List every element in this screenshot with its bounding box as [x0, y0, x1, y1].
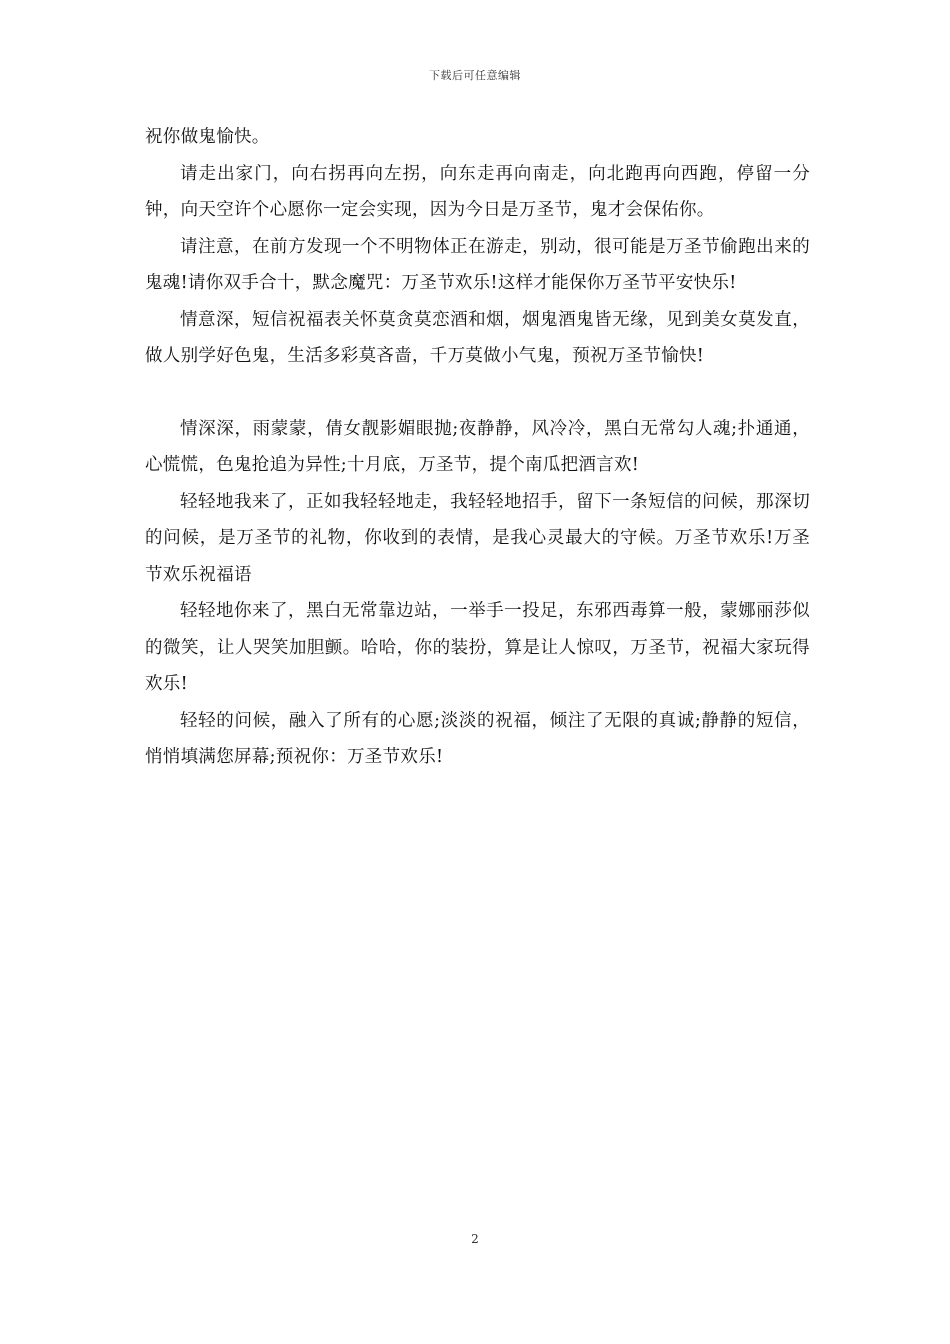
paragraph-2: 请走出家门，向右拐再向左拐，向东走再向南走，向北跑再向西跑，停留一分钟，向天空许个心愿你一定会实现，因为今日是万圣节，鬼才会保佑你。 [145, 163, 810, 220]
document-body [145, 119, 810, 776]
paragraph-5: 情深深，雨蒙蒙，倩女靓影媚眼抛;夜静静，风冷冷，黑白无常勾人魂;扑通通，心慌慌，色鬼抢追为异性;十月底，万圣节，提个南瓜把酒言欢! [145, 418, 810, 475]
paragraph-4: 情意深，短信祝福表关怀莫贪莫恋酒和烟，烟鬼酒鬼皆无缘，见到美女莫发直，做人别学好色鬼，生活多彩莫吝啬，千万莫做小气鬼，预祝万圣节愉快! [145, 309, 810, 366]
paragraph-7: 轻轻地你来了，黑白无常靠边站，一举手一投足，东邪西毒算一般，蒙娜丽莎似的微笑，让人哭笑加胆颤。哈哈，你的装扮，算是让人惊叹，万圣节，祝福大家玩得欢乐! [145, 601, 810, 694]
paragraph-8: 轻轻的问候，融入了所有的心愿;淡淡的祝福，倾注了无限的真诚;静静的短信，悄悄填满您屏幕;预祝你：万圣节欢乐! [145, 710, 810, 767]
paragraph-6: 轻轻地我来了，正如我轻轻地走，我轻轻地招手，留下一条短信的问候，那深切的问候，是万圣节的礼物，你收到的表情，是我心灵最大的守候。万圣节欢乐!万圣节欢乐祝福语 [145, 491, 810, 585]
paragraph-3: 请注意，在前方发现一个不明物体正在游走，别动，很可能是万圣节偷跑出来的鬼魂!请你双手合十，默念魔咒：万圣节欢乐!这样才能保你万圣节平安快乐! [145, 236, 810, 293]
page-number: 2 [471, 1232, 479, 1246]
page-header: 下载后可任意编辑 [429, 69, 521, 82]
paragraph-continuation: 祝你做鬼愉快。 [145, 127, 270, 147]
